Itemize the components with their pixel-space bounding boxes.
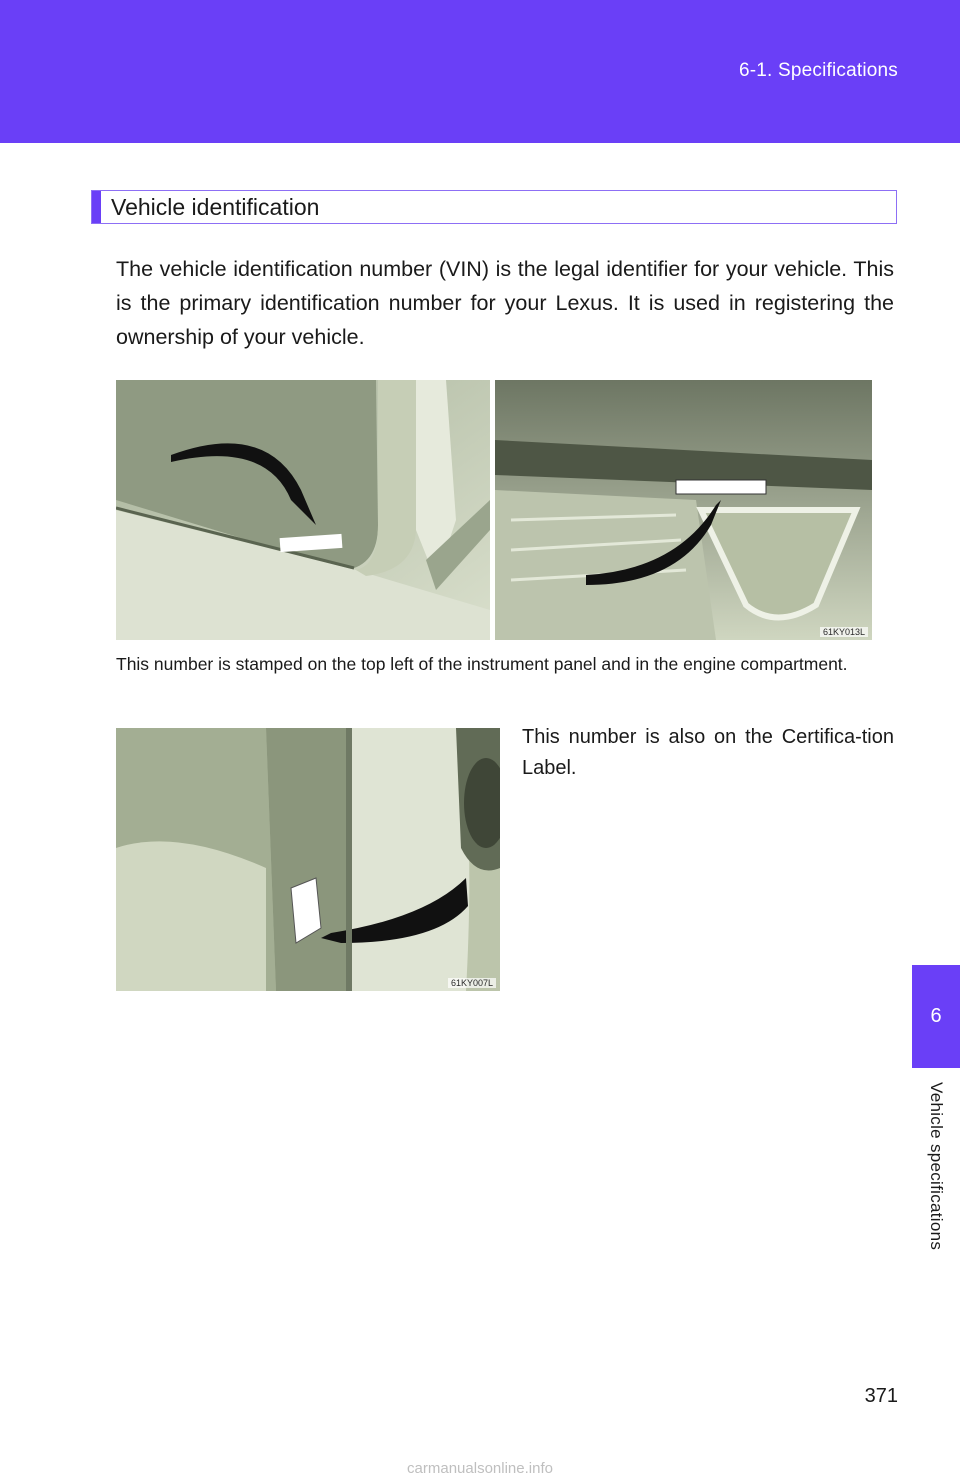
figure-code: 61KY013L — [820, 627, 868, 637]
running-header: 6-1. Specifications — [738, 60, 898, 81]
section-title: Vehicle identification — [111, 194, 320, 220]
certification-label-note: This number is also on the Certifica-tion Label. — [522, 726, 894, 779]
vin-location-figure — [116, 380, 872, 640]
chapter-tab: 6 — [912, 965, 960, 1068]
chapter-label-text: Vehicle specifications — [927, 1082, 946, 1251]
figure-caption: This number is stamped on the top left of the instrument panel and in the engine compartment. — [116, 654, 848, 674]
section-accent — [92, 191, 101, 223]
page-number: 371 — [864, 1385, 898, 1407]
certification-label-illustration — [116, 728, 500, 991]
vin-location-illustration — [116, 380, 872, 640]
intro-paragraph: The vehicle identification number (VIN) is the legal identifier for your vehicle. This is the primary identification number for your Lexus. It is used in registering the ownership of your vehicle. — [116, 257, 894, 349]
figure-code: 61KY007L — [448, 978, 496, 988]
chapter-label — [912, 1068, 960, 1368]
watermark: carmanualsonline.info — [407, 1460, 553, 1477]
section-heading — [91, 190, 897, 224]
certification-label-figure — [116, 728, 500, 991]
